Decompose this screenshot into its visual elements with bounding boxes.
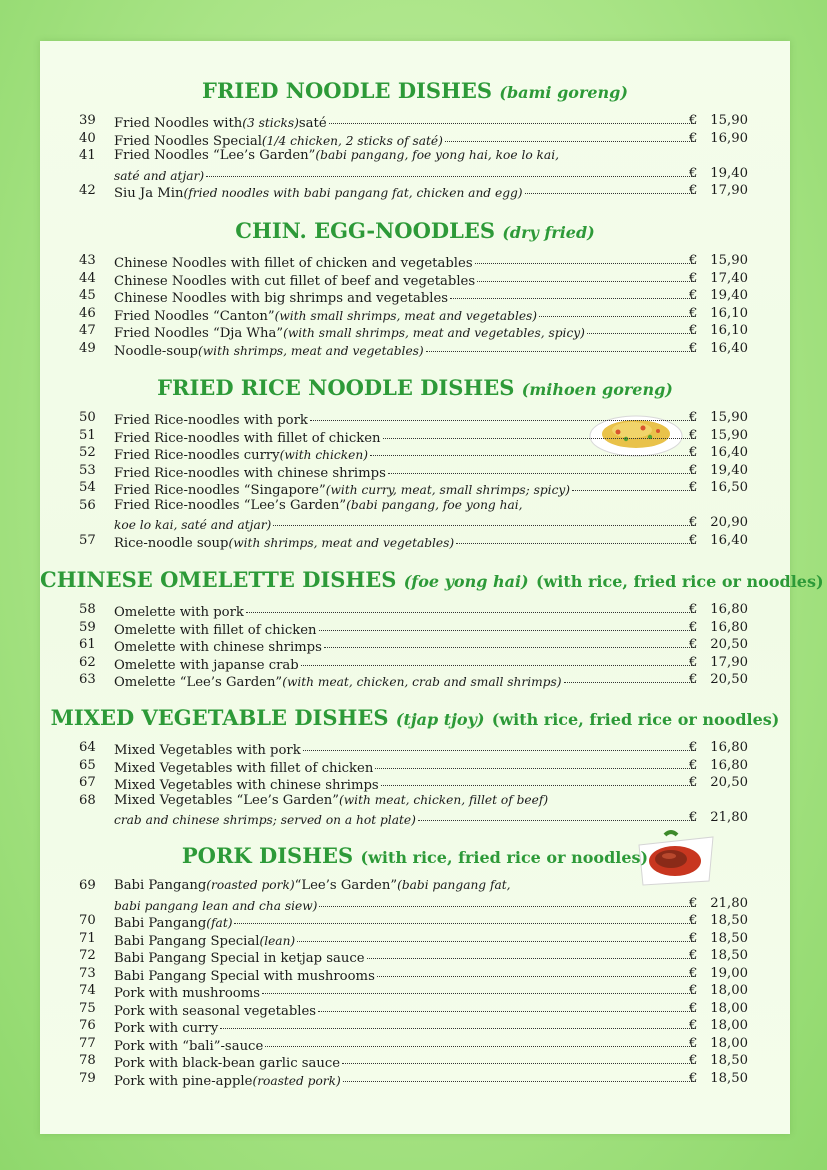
item-note: (babi pangang, foe yong hai, koe lo kai, (315, 148, 559, 162)
dot-leader (539, 302, 696, 317)
item-note: (with meat, chicken, crab and small shrimps) (282, 675, 562, 689)
item-name: Omelette with chinese shrimps (114, 640, 322, 655)
item-name: Fried Noodles Special (114, 133, 262, 149)
currency-symbol: € (689, 1018, 698, 1033)
currency-symbol: € (689, 410, 698, 425)
section-title-text: MIXED VEGETABLE DISHES (50, 705, 389, 730)
dot-leader (375, 754, 696, 769)
dot-leader (426, 337, 696, 352)
currency-symbol: € (689, 775, 698, 790)
section-title (40, 216, 790, 246)
menu-item (40, 340, 790, 358)
item-number: 72 (79, 948, 96, 963)
item-note: (with small shrimps, meat and vegetables, spicy) (283, 326, 585, 340)
item-description (114, 671, 698, 692)
item-price: 18,50 (710, 930, 748, 946)
item-price: 17,40 (710, 270, 748, 286)
item-note: babi pangang lean and cha siew) (114, 898, 318, 913)
dot-leader (303, 736, 696, 751)
item-number: 43 (79, 253, 96, 268)
section-title (40, 841, 790, 871)
item-name: Fried Rice-noodles curry (114, 448, 280, 463)
item-description (114, 340, 698, 361)
currency-symbol: € (689, 740, 698, 755)
item-name: “Lee’s Garden” (294, 878, 398, 893)
currency-symbol: € (689, 672, 698, 687)
item-note: saté and atjar) (114, 168, 205, 183)
item-price: 16,80 (710, 740, 748, 755)
dot-leader (310, 406, 696, 421)
item-number: 65 (79, 757, 96, 773)
item-number: 57 (79, 532, 96, 548)
item-price: 15,90 (710, 427, 748, 443)
item-price: 16,50 (710, 480, 748, 495)
item-number: 62 (79, 654, 96, 670)
menu-section (40, 841, 790, 1087)
currency-symbol: € (689, 1053, 698, 1068)
dot-leader (262, 979, 696, 994)
item-name: Pork with pine-apple (114, 1073, 253, 1089)
item-note: (3 sticks) (242, 116, 299, 130)
section-title-text: CHINESE OMELETTE DISHES (40, 567, 397, 592)
item-number: 47 (79, 323, 96, 338)
item-number: 77 (79, 1035, 96, 1051)
menu-item-list (40, 877, 790, 1087)
item-number: 53 (79, 462, 96, 478)
dot-leader (234, 909, 696, 924)
currency-symbol: € (689, 480, 698, 495)
currency-symbol: € (689, 270, 698, 286)
item-note: (roasted pork) (206, 878, 295, 892)
dot-leader (342, 1049, 696, 1064)
item-name: Pork with mushrooms (114, 986, 260, 1001)
currency-symbol: € (689, 654, 698, 670)
item-number: 42 (79, 183, 96, 198)
item-note: (with shrimps, meat and vegetables) (228, 535, 455, 550)
item-price: 20,50 (710, 672, 748, 687)
dot-leader (564, 668, 697, 683)
section-subtitle: (mihoen goreng) (521, 380, 673, 399)
item-name: Fried Noodles “Lee’s Garden” (114, 148, 316, 163)
item-name: Noodle-soup (114, 343, 198, 359)
currency-symbol: € (689, 113, 698, 128)
item-name: Omelette with pork (114, 605, 244, 620)
item-description (114, 1070, 698, 1091)
section-title-text: CHIN. EGG-NOODLES (235, 218, 496, 243)
currency-symbol: € (689, 965, 698, 981)
item-note: (fat) (206, 916, 233, 930)
item-name: Fried Rice-noodles “Singapore” (114, 483, 326, 498)
dot-leader (587, 319, 696, 334)
item-name: Babi Pangang (114, 878, 207, 893)
item-price: 20,50 (710, 637, 748, 652)
item-note: (with meat, chicken, fillet of beef) (339, 792, 549, 807)
item-number: 75 (79, 1000, 96, 1016)
currency-symbol: € (689, 305, 698, 321)
menu-item (40, 671, 790, 689)
menu-section (40, 76, 790, 200)
menu-item (40, 497, 790, 532)
dot-leader (477, 267, 696, 282)
item-number: 39 (79, 113, 96, 128)
currency-symbol: € (689, 445, 698, 460)
item-name: Pork with seasonal vegetables (114, 1003, 317, 1019)
item-line (114, 809, 698, 830)
item-number: 52 (79, 445, 96, 460)
item-name: Rice-noodle soup (114, 535, 229, 551)
currency-symbol: € (689, 515, 698, 530)
section-subtitle: (tjap tjoy) (395, 710, 485, 729)
menu-item-list (40, 601, 790, 689)
item-price: 16,80 (710, 619, 748, 635)
item-number: 79 (79, 1070, 96, 1086)
item-name: Siu Ja Min (114, 186, 184, 201)
currency-symbol: € (689, 183, 698, 198)
dot-leader (318, 997, 696, 1012)
currency-symbol: € (689, 323, 698, 338)
item-note: (with small shrimps, meat and vegetables) (274, 308, 538, 323)
dot-leader (370, 441, 696, 456)
section-subtitle: (foe yong hai) (403, 572, 529, 591)
menu-item (40, 532, 790, 550)
section-title-text: FRIED NOODLE DISHES (202, 78, 493, 103)
dot-leader (297, 927, 696, 942)
section-title-text: PORK DISHES (181, 843, 354, 868)
item-number: 58 (79, 602, 96, 617)
section-title-text: FRIED RICE NOODLE DISHES (157, 375, 515, 400)
item-price: 19,40 (710, 165, 748, 181)
currency-symbol: € (689, 340, 698, 356)
dot-leader (381, 771, 696, 786)
item-name: Pork with black-bean garlic sauce (114, 1056, 341, 1071)
item-name: Mixed Vegetables with fillet of chicken (114, 760, 374, 776)
currency-symbol: € (689, 1035, 698, 1051)
item-price: 20,50 (710, 775, 748, 790)
item-number: 46 (79, 305, 96, 321)
menu-item-list (40, 739, 790, 827)
section-title (40, 703, 790, 733)
item-price: 18,50 (710, 948, 748, 963)
item-number: 45 (79, 288, 96, 303)
dot-leader (273, 511, 696, 526)
item-line (114, 182, 698, 203)
currency-symbol: € (689, 288, 698, 303)
item-price: 16,40 (710, 445, 748, 460)
item-name: Chinese Noodles with big shrimps and vegetables (114, 291, 449, 306)
item-price: 16,80 (710, 757, 748, 773)
dot-leader (383, 424, 697, 439)
dot-leader (388, 459, 696, 474)
item-number: 70 (79, 913, 96, 928)
section-title (40, 373, 790, 403)
item-price: 16,90 (710, 130, 748, 146)
item-price: 18,00 (710, 1018, 748, 1033)
menu-item-list (40, 252, 790, 357)
section-note: (with rice, fried rice or noodles) (360, 848, 649, 867)
item-price: 18,50 (710, 1070, 748, 1086)
menu-item (40, 877, 790, 912)
item-number: 54 (79, 480, 96, 495)
item-number: 74 (79, 983, 96, 998)
dot-leader (572, 476, 696, 491)
item-number: 51 (79, 427, 96, 443)
item-name: Fried Rice-noodles “Lee’s Garden” (114, 497, 347, 513)
item-name: Omelette “Lee’s Garden” (114, 675, 283, 690)
item-note: (with curry, meat, small shrimps; spicy) (325, 483, 571, 497)
item-note: (fried noodles with babi pangang fat, chicken and egg) (183, 186, 523, 200)
item-name: Mixed Vegetables with pork (114, 743, 301, 758)
item-line (114, 340, 698, 361)
dot-leader (367, 944, 696, 959)
currency-symbol: € (689, 757, 698, 773)
item-line (114, 532, 698, 553)
item-note: (with shrimps, meat and vegetables) (197, 343, 424, 358)
item-name: Fried Noodles “Canton” (114, 308, 275, 324)
item-price: 19,40 (710, 288, 748, 303)
currency-symbol: € (689, 253, 698, 268)
dot-leader (324, 633, 696, 648)
item-name: Chinese Noodles with cut fillet of beef and vegetables (114, 273, 476, 289)
item-price: 18,00 (710, 983, 748, 998)
menu-item-list (40, 112, 790, 200)
menu-item (40, 792, 790, 827)
item-price: 18,50 (710, 913, 748, 928)
item-note: (lean) (259, 933, 296, 948)
item-number: 69 (79, 878, 96, 893)
item-name: Pork with curry (114, 1021, 219, 1036)
menu-item (40, 774, 790, 792)
item-price: 21,80 (710, 810, 748, 825)
item-name: Babi Pangang Special (114, 933, 260, 949)
dot-leader (456, 529, 696, 544)
item-name: Mixed Vegetables with chinese shrimps (114, 778, 379, 793)
item-name: saté (298, 116, 327, 131)
item-name: Fried Rice-noodles with chinese shrimps (114, 465, 386, 481)
item-name: Fried Noodles “Dja Wha” (114, 326, 284, 341)
item-price: 17,90 (710, 654, 748, 670)
dot-leader (206, 162, 696, 177)
menu-section (40, 373, 790, 549)
item-name: Fried Noodles with (114, 116, 243, 131)
menu-item (40, 147, 790, 182)
currency-symbol: € (689, 1000, 698, 1016)
item-note: (with chicken) (279, 448, 368, 462)
item-number: 41 (79, 148, 96, 163)
currency-symbol: € (689, 983, 698, 998)
currency-symbol: € (689, 895, 698, 911)
currency-symbol: € (689, 930, 698, 946)
item-description (114, 532, 698, 553)
item-number: 76 (79, 1018, 96, 1033)
item-price: 20,90 (710, 515, 748, 530)
item-name: Babi Pangang (114, 916, 207, 931)
menu-item (40, 182, 790, 200)
item-price: 16,80 (710, 602, 748, 617)
item-number: 64 (79, 740, 96, 755)
currency-symbol: € (689, 165, 698, 181)
item-name: Mixed Vegetables “Lee’s Garden” (114, 792, 339, 808)
currency-symbol: € (689, 1070, 698, 1086)
dot-leader (450, 284, 696, 299)
item-description (114, 182, 698, 203)
item-price: 16,10 (710, 323, 748, 338)
currency-symbol: € (689, 619, 698, 635)
dot-leader (329, 109, 696, 124)
currency-symbol: € (689, 948, 698, 963)
item-note: (babi pangang, foe yong hai, (346, 497, 523, 512)
menu-item-list (40, 409, 790, 549)
item-price: 19,00 (710, 965, 748, 981)
item-note: (roasted pork) (252, 1073, 341, 1088)
item-number: 50 (79, 410, 96, 425)
item-name: Fried Rice-noodles with pork (114, 413, 308, 428)
item-note: koe lo kai, saté and atjar) (114, 518, 272, 532)
item-name: Omelette with fillet of chicken (114, 622, 317, 638)
currency-symbol: € (689, 913, 698, 928)
item-price: 17,90 (710, 183, 748, 198)
item-number: 73 (79, 965, 96, 981)
dot-leader (319, 892, 696, 907)
item-line (114, 1070, 698, 1091)
section-subtitle: (dry fried) (502, 223, 595, 242)
item-price: 16,10 (710, 305, 748, 321)
menu-section (40, 565, 824, 690)
dot-leader (418, 806, 696, 821)
item-description (114, 792, 698, 830)
item-price: 16,40 (710, 340, 748, 356)
menu-panel (40, 41, 824, 1134)
dot-leader (445, 127, 696, 142)
dot-leader (377, 962, 696, 977)
item-note: (babi pangang fat, (397, 878, 511, 892)
item-name: Babi Pangang Special with mushrooms (114, 968, 375, 984)
item-number: 40 (79, 130, 96, 146)
item-price: 19,40 (710, 462, 748, 478)
item-price: 18,50 (710, 1053, 748, 1068)
item-number: 49 (79, 340, 96, 356)
item-number: 61 (79, 637, 96, 652)
dot-leader (525, 179, 696, 194)
item-price: 21,80 (710, 895, 748, 911)
item-line (114, 671, 698, 692)
section-title (40, 565, 824, 595)
item-note: (1/4 chicken, 2 sticks of saté) (261, 133, 443, 148)
item-name: Omelette with japanse crab (114, 657, 299, 673)
item-number: 71 (79, 930, 96, 946)
section-subtitle: (bami goreng) (499, 83, 628, 102)
item-number: 59 (79, 619, 96, 635)
item-price: 18,00 (710, 1000, 748, 1016)
dot-leader (319, 616, 696, 631)
dot-leader (246, 598, 696, 613)
item-price: 15,90 (710, 410, 748, 425)
currency-symbol: € (689, 602, 698, 617)
section-title (40, 76, 790, 106)
menu-item (40, 479, 790, 497)
menu-section (40, 703, 790, 827)
currency-symbol: € (689, 637, 698, 652)
menu-item (40, 1070, 790, 1088)
menu-item (40, 130, 790, 148)
item-number: 67 (79, 775, 96, 790)
currency-symbol: € (689, 532, 698, 548)
item-name: Pork with “bali”-sauce (114, 1038, 264, 1054)
item-name: Chinese Noodles with fillet of chicken and vegetables (114, 256, 473, 271)
item-number: 68 (79, 792, 96, 808)
dot-leader (301, 651, 696, 666)
item-number: 56 (79, 497, 96, 513)
dot-leader (475, 249, 696, 264)
item-number: 78 (79, 1053, 96, 1068)
item-price: 16,40 (710, 532, 748, 548)
dot-leader (343, 1067, 696, 1082)
currency-symbol: € (689, 130, 698, 146)
menu-section (40, 216, 790, 357)
dot-leader (220, 1014, 696, 1029)
currency-symbol: € (689, 427, 698, 443)
currency-symbol: € (689, 462, 698, 478)
currency-symbol: € (689, 810, 698, 825)
item-price: 18,00 (710, 1035, 748, 1051)
item-name: Babi Pangang Special in ketjap sauce (114, 951, 365, 966)
item-name: Fried Rice-noodles with fillet of chicken (114, 430, 381, 446)
section-note: (with rice, fried rice or noodles) (491, 710, 780, 729)
item-number: 44 (79, 270, 96, 286)
item-note: crab and chinese shrimps; served on a hot plate) (114, 813, 416, 827)
item-price: 15,90 (710, 113, 748, 128)
dot-leader (265, 1032, 696, 1047)
item-number: 63 (79, 672, 96, 687)
item-price: 15,90 (710, 253, 748, 268)
section-note: (with rice, fried rice or noodles) (535, 572, 824, 591)
